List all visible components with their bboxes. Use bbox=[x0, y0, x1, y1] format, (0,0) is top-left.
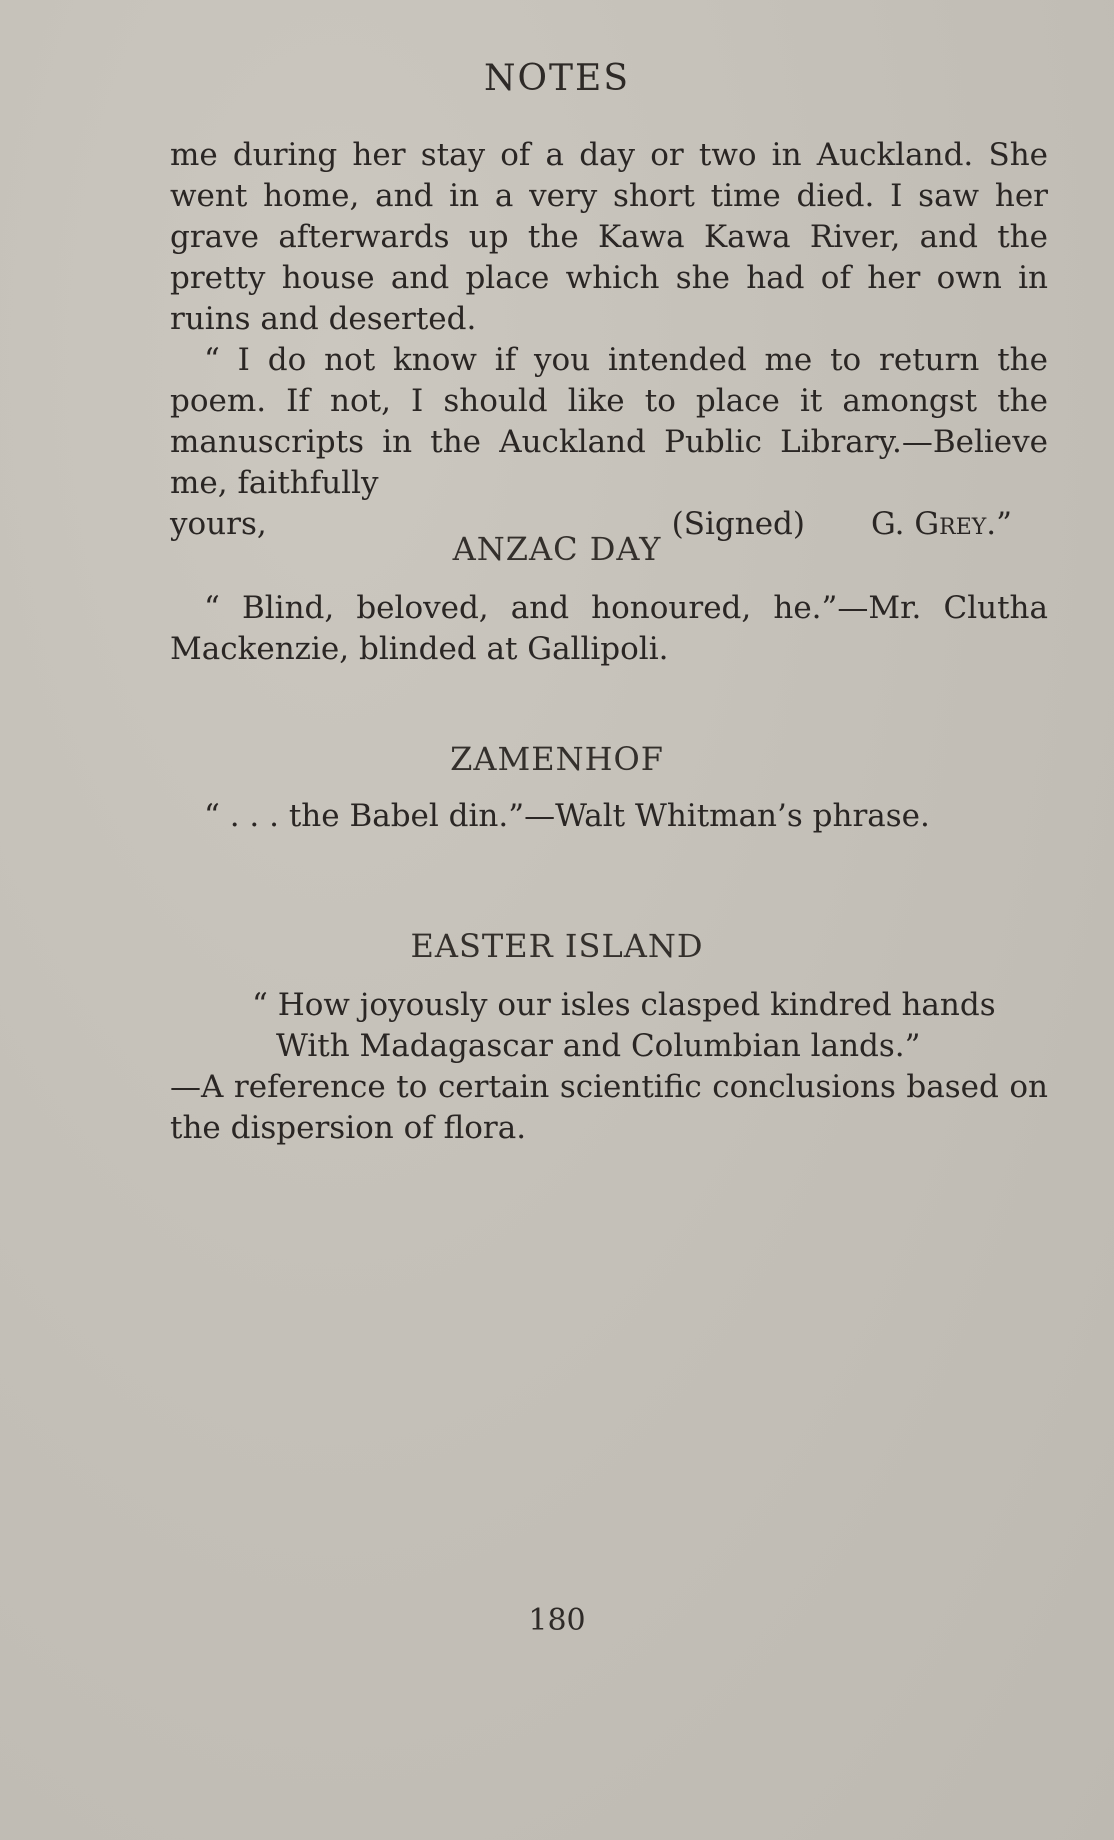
signed-label: (Signed) bbox=[671, 506, 805, 542]
page-number: 180 bbox=[528, 1603, 586, 1638]
closing-word: yours, bbox=[170, 506, 267, 542]
letter-paragraph-1: me during her stay of a day or two in Auckland. She went home, and in a very short time died. I saw her grave afterwards up the Kawa Kawa River, and the pretty house and place which she had of her own in ruins and deserted. bbox=[170, 137, 1048, 337]
letter-paragraph-2: “ I do not know if you intended me to return the poem. If not, I should like to place it amongst the manuscripts in the Auckland Public Library.—Believe me, faithfully bbox=[170, 342, 1048, 501]
zamenhof-note: “ . . . the Babel din.”—Walt Whitman’s phrase. bbox=[204, 798, 930, 834]
anzac-note: “ Blind, beloved, and honoured, he.”—Mr. Clutha Mackenzie, blinded at Gallipoli. bbox=[170, 590, 1048, 667]
verse-line-2: With Madagascar and Columbian lands.” bbox=[276, 1028, 921, 1064]
signature-surname: Grey.” bbox=[914, 506, 1012, 542]
signature-name: G. Grey.” bbox=[871, 506, 1012, 542]
heading-anzac-day: ANZAC DAY bbox=[452, 530, 662, 568]
verse-line-1: “ How joyously our isles clasped kindred hands bbox=[252, 987, 996, 1023]
easter-island-note: —A reference to certain scientific conclusions based on the dispersion of flora. bbox=[170, 1069, 1048, 1146]
heading-easter-island: EASTER ISLAND bbox=[410, 927, 704, 965]
heading-zamenhof: ZAMENHOF bbox=[450, 740, 664, 778]
letter-text bbox=[170, 135, 1048, 545]
running-head: NOTES bbox=[484, 58, 630, 99]
